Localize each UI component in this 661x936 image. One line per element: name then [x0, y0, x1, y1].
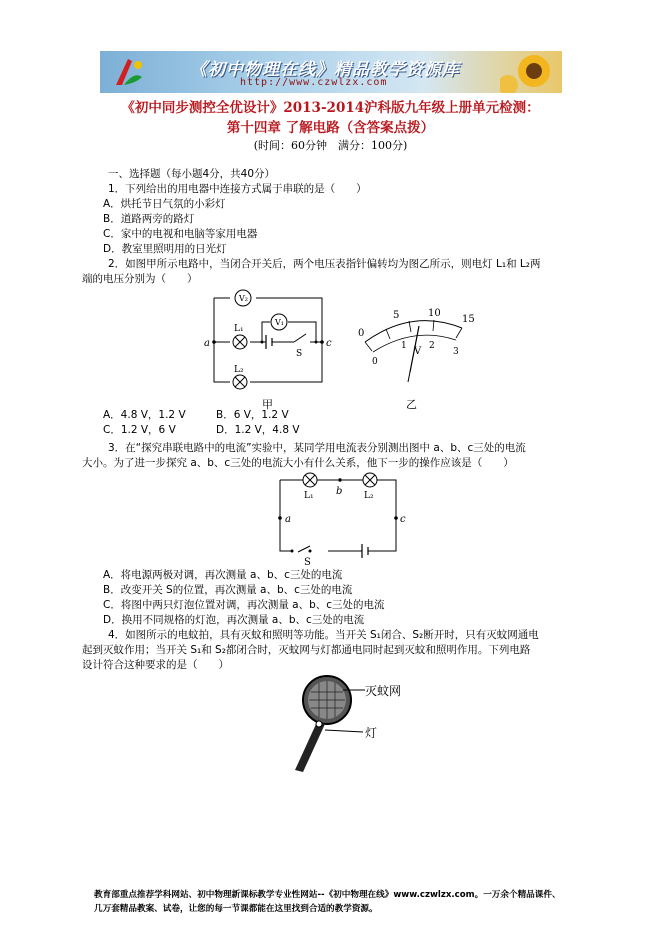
swatter-icon	[295, 676, 351, 772]
q1-option-a: A．烘托节日气氛的小彩灯	[103, 198, 226, 210]
q3-option-a: A．将电源两极对调，再次测量 a、b、c三处的电流	[103, 569, 343, 581]
q2-stem-line1: 2．如图甲所示电路中，当闭合开关后，两个电压表指针偏转均为图乙所示，则电灯 L₁和 L₂两	[108, 258, 541, 270]
page-footer	[94, 888, 614, 916]
page-subtitle: 第十四章 了解电路（含答案点拨）	[226, 120, 435, 136]
label-lamp: 灯	[365, 726, 378, 740]
label-l2: L₂	[364, 491, 374, 501]
q4-figure-mosquito-swatter	[285, 672, 425, 777]
banner-url[interactable]: http://www.czwlzx.com	[240, 77, 388, 88]
logo-icon	[108, 55, 148, 89]
label-l1: L₁	[234, 324, 244, 334]
sunflower-icon	[500, 51, 562, 93]
q2-option-d: D．1.2 V，4.8 V	[216, 424, 300, 436]
label-c: c	[326, 338, 332, 349]
q3-option-c: C．将图中两只灯泡位置对调，再次测量 a、b、c三处的电流	[103, 599, 385, 611]
caption-jia: 甲	[262, 398, 273, 410]
section-heading: 一、选择题（每小题4分，共40分）	[108, 168, 276, 180]
q3-stem-line2: 大小。为了进一步探究 a、b、c三处的电流大小有什么关系，他下一步的操作应该是（ ）	[82, 457, 514, 469]
footer-line1: 教育部重点推荐学科网站、初中物理新课标教学专业性网站--《初中物理在线》www.czwlzx.com。一万余个精品课件、	[94, 890, 561, 900]
label-c: c	[400, 514, 406, 525]
label-l2: L₂	[234, 365, 244, 375]
dial-unit: V	[414, 346, 422, 357]
label-v2: V₂	[239, 294, 248, 303]
q1-option-c: C．家中的电视和电脑等家用电器	[103, 228, 258, 240]
outer-tick-5: 5	[393, 310, 400, 321]
banner-title: 《初中物理在线》精品教学资源库	[190, 60, 460, 80]
site-banner	[100, 51, 562, 93]
time-info: (时间：60分钟 满分：100分)	[253, 139, 408, 152]
inner-tick-0: 0	[372, 357, 378, 367]
footer-line2: 几万套精品教案、试卷，让您的每一节课都能在这里找到合适的教学资源。	[94, 904, 378, 914]
caption-yi: 乙	[406, 398, 417, 411]
q4-stem-line2: 起到灭蚊作用；当开关 S₁和 S₂都闭合时，灭蚊网与灯都通电同时起到灭蚊和照明作用。下列电路	[82, 644, 531, 656]
q4-stem-line1: 4．如图所示的电蚊拍，具有灭蚊和照明等功能。当开关 S₁闭合、S₂断开时，只有灭蚊网通电	[108, 629, 539, 641]
q2-stem-line2: 端的电压分别为（ ）	[82, 273, 198, 285]
inner-tick-3: 3	[453, 347, 459, 357]
page-title: 《初中同步测控全优设计》2013-2014沪科版九年级上册单元检测：	[121, 100, 540, 116]
inner-tick-1: 1	[401, 341, 407, 351]
q3-option-d: D．换用不同规格的灯泡，再次测量 a、b、c三处的电流	[103, 614, 365, 626]
q3-stem-line1: 3．在“探究串联电路中的电流”实验中，某同学用电流表分别测出图中 a、b、c三处的电流	[108, 442, 526, 454]
q3-figure	[270, 466, 420, 566]
q3-option-b: B．改变开关 S的位置，再次测量 a、b、c三处的电流	[103, 584, 353, 596]
label-net: 灭蚊网	[365, 684, 402, 698]
label-a: a	[285, 514, 291, 525]
outer-tick-15: 15	[462, 314, 475, 325]
label-s: S	[296, 349, 303, 359]
q2-figure-jia	[200, 284, 340, 410]
q1-option-d: D．教室里照明用的日光灯	[103, 243, 227, 255]
q1-option-b: B．道路两旁的路灯	[103, 213, 195, 225]
label-b: b	[336, 486, 343, 497]
label-v1: V₁	[275, 318, 284, 327]
q2-option-c: C．1.2 V，6 V	[103, 424, 176, 436]
label-a: a	[204, 338, 210, 349]
q2-option-b: B．6 V，1.2 V	[216, 409, 289, 421]
inner-tick-2: 2	[429, 341, 435, 351]
q1-stem: 1．下列给出的用电器中连接方式属于串联的是（ ）	[108, 183, 367, 195]
q2-figure-yi	[350, 300, 490, 412]
q2-option-a: A．4.8 V，1.2 V	[103, 409, 186, 421]
q4-stem-line3: 设计符合这种要求的是（ ）	[82, 659, 229, 671]
outer-tick-10: 10	[428, 308, 441, 319]
outer-tick-0: 0	[358, 328, 365, 339]
label-s: S	[304, 557, 311, 566]
label-l1: L₁	[304, 491, 314, 501]
